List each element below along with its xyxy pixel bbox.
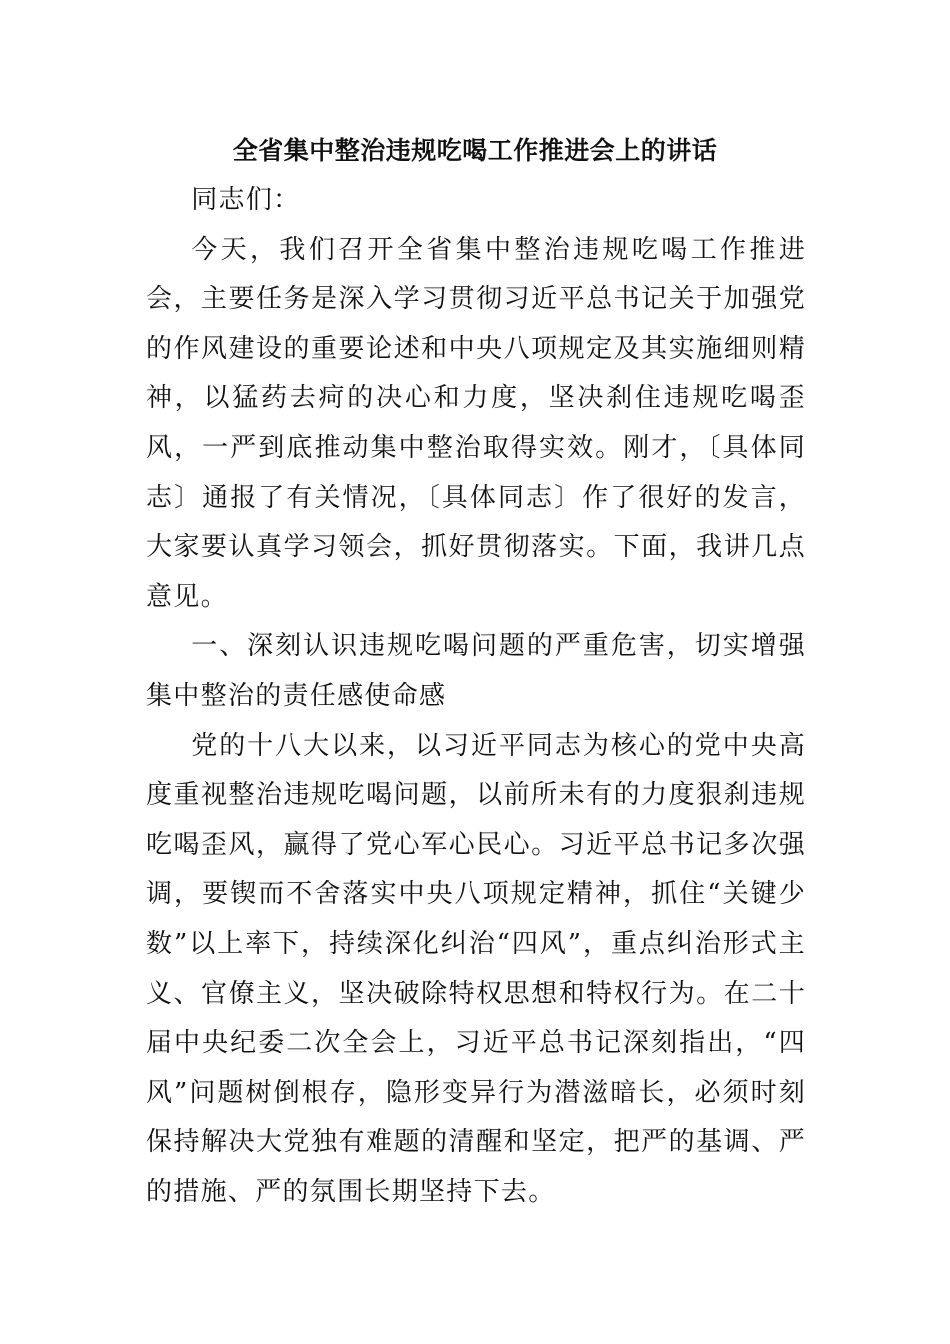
body-paragraph: 党的十八大以来，以习近平同志为核心的党中央高度重视整治违规吃喝问题，以前所未有的力度狠刹违规吃喝歪风，赢得了党心军心民心。习近平总书记多次强调，要锲而不舍落实中央八项规定精神，抓住“关键少数”以上率下，持续深化纠治“四风”，重点纠治形式主义、官僚主义，坚决破除特权思想和特权行为。在二十届中央纪委二次全会上，习近平总书记深刻指出，“四风”问题树倒根存，隐形变异行为潜滋暗长，必须时刻保持解决大党独有难题的清醒和坚定，把严的基调、严的措施、严的氛围长期坚持下去。 xyxy=(146,730,806,1207)
document-title: 全省集中整治违规吃喝工作推进会上的讲话 xyxy=(232,136,718,165)
document-body xyxy=(146,176,806,1217)
salutation-paragraph: 同志们： xyxy=(191,185,301,215)
intro-paragraph: 今天，我们召开全省集中整治违规吃喝工作推进会，主要任务是深入学习贯彻习近平总书记关于加强党的作风建设的重要论述和中央八项规定及其实施细则精神，以猛药去疴的决心和力度，坚决刹住违规吃喝歪风，一严到底推动集中整治取得实效。刚才，〔具体同志〕通报了有关情况，〔具体同志〕作了很好的发言，大家要认真学习领会，抓好贯彻落实。下面，我讲几点意见。 xyxy=(146,234,806,612)
section-heading: 一、深刻认识违规吃喝问题的严重危害，切实增强集中整治的责任感使命感 xyxy=(146,631,806,711)
